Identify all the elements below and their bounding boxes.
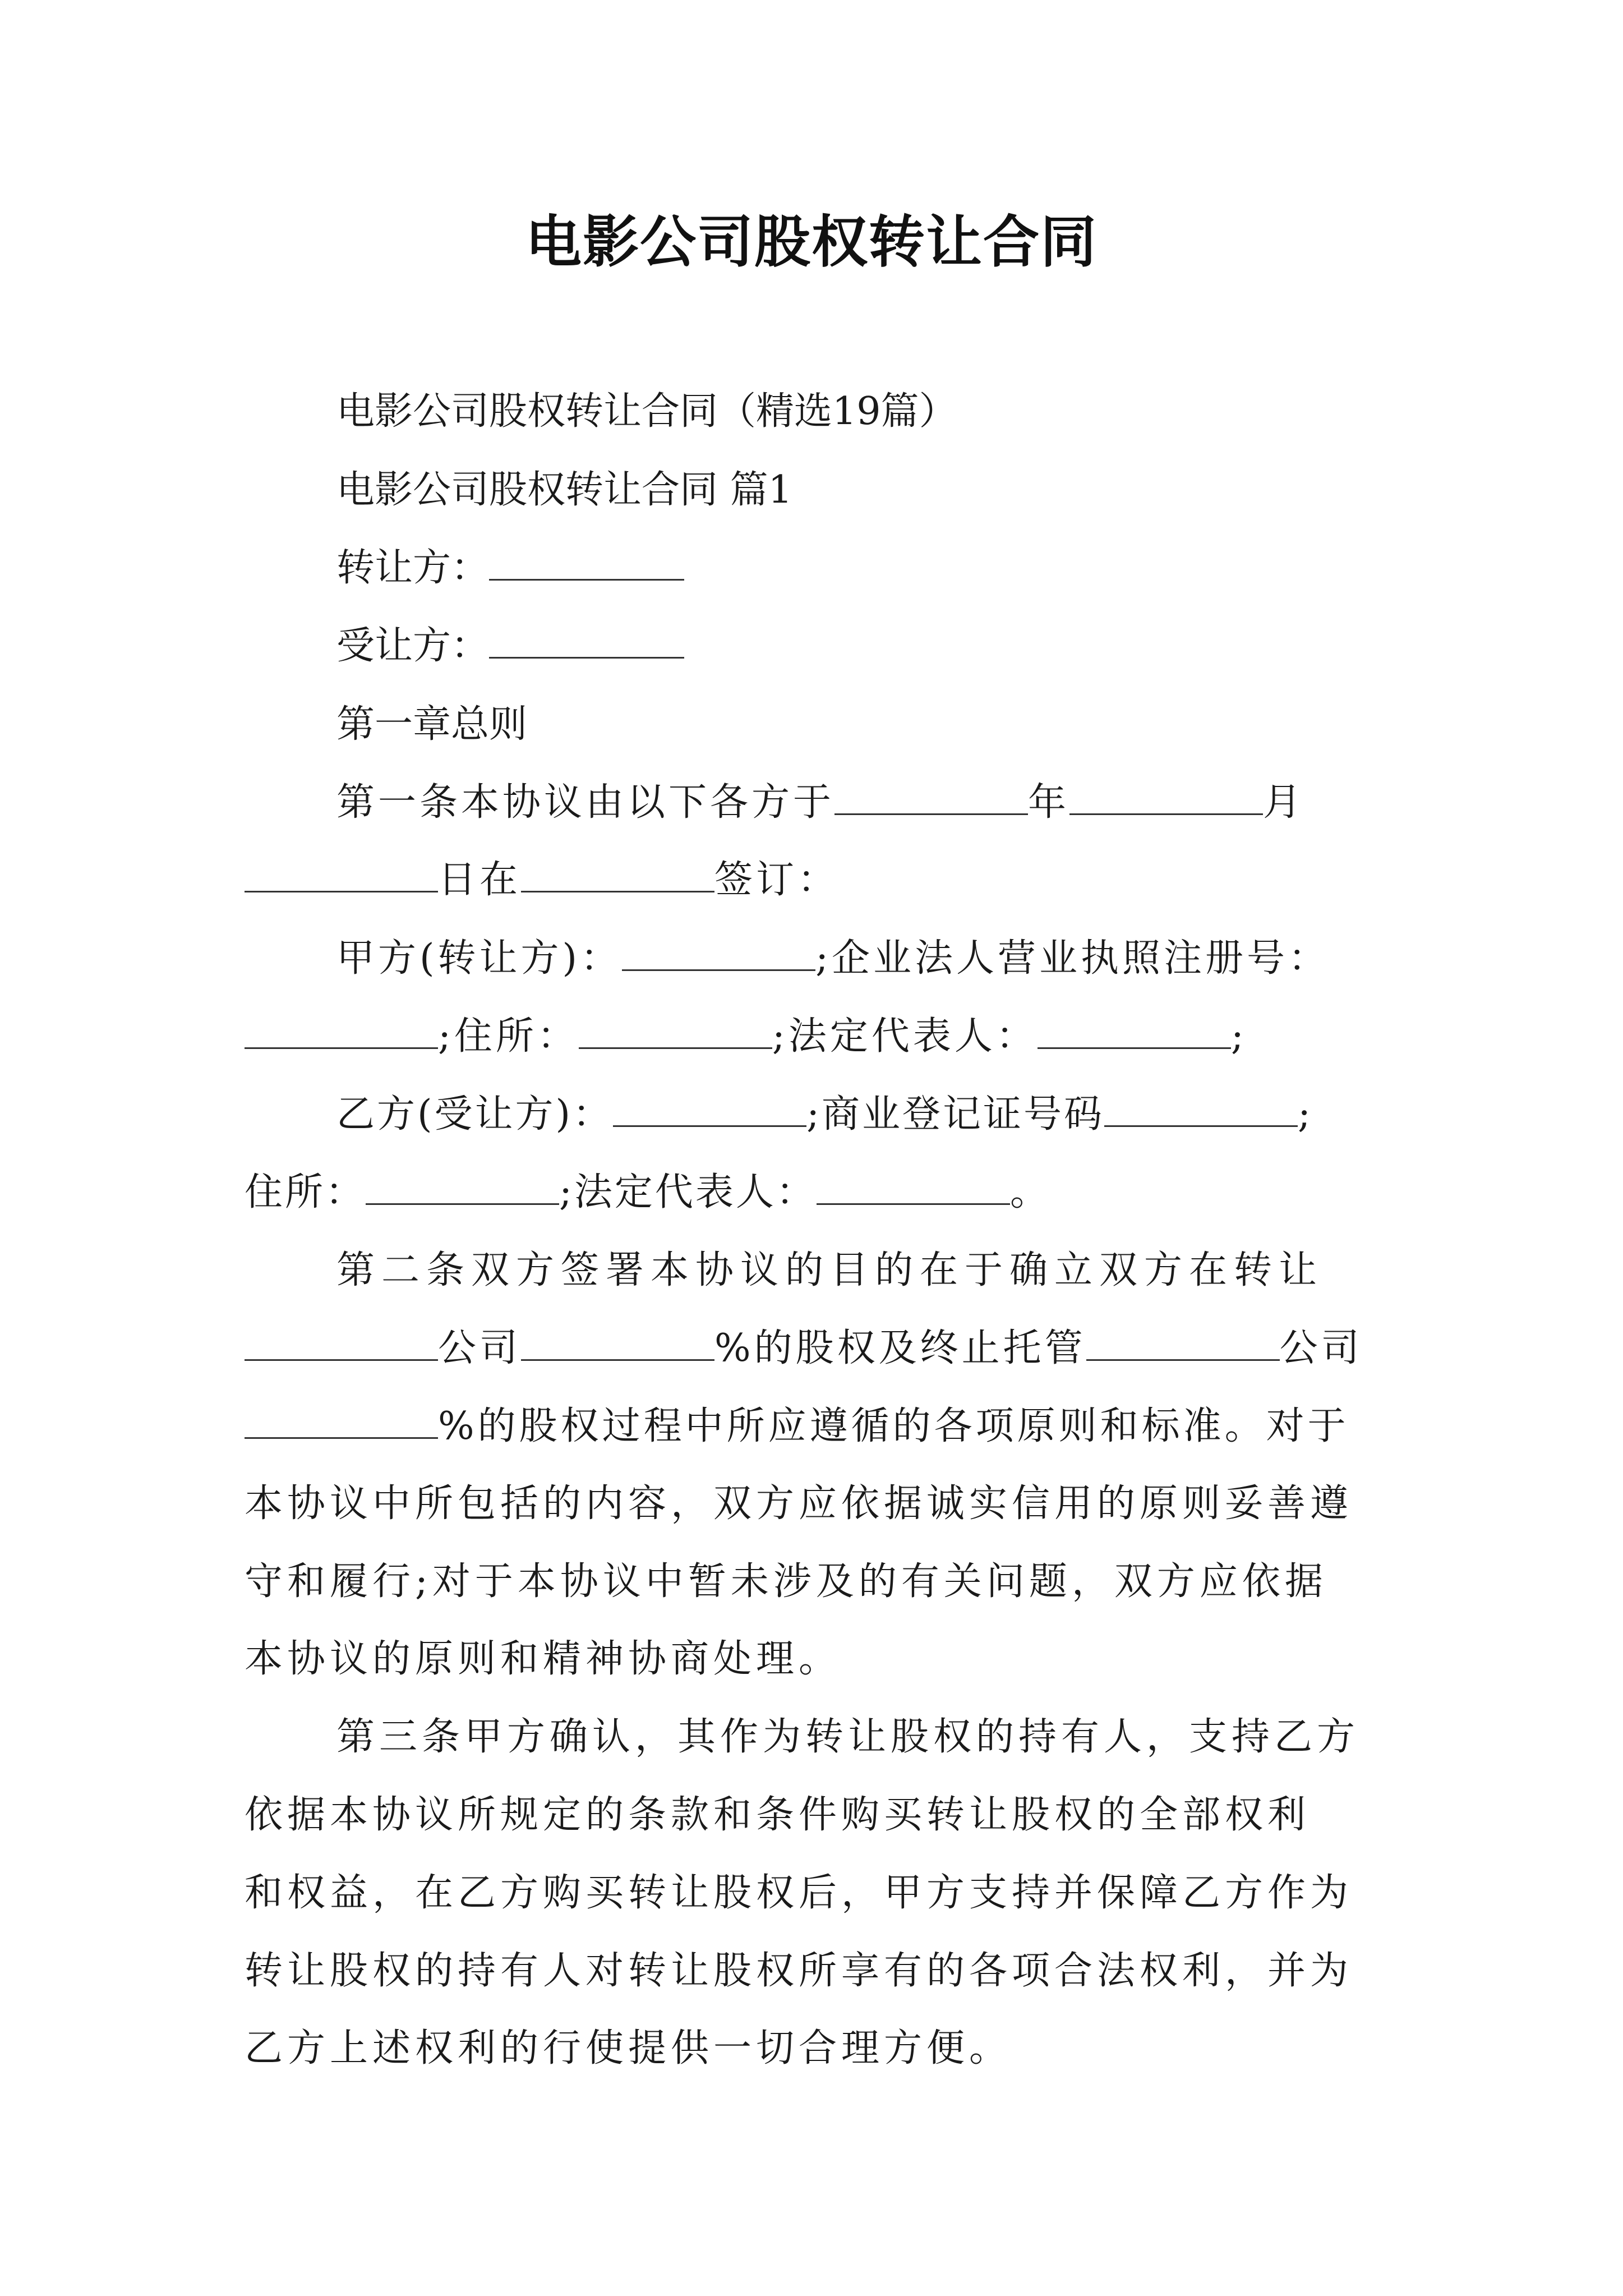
place-blank bbox=[521, 857, 714, 892]
party-a-name-blank bbox=[622, 936, 815, 971]
subtitle: 电影公司股权转让合同（精选19篇） bbox=[336, 389, 957, 434]
transferee-blank bbox=[489, 623, 684, 659]
article-1-line-2 bbox=[245, 852, 1623, 908]
party-a-line-1 bbox=[336, 931, 1623, 987]
year-blank bbox=[834, 780, 1028, 815]
party-b-name-blank bbox=[613, 1092, 806, 1127]
document-title: 电影公司股权转让合同 bbox=[525, 209, 1098, 275]
party-a-label: 甲方(转让方)： bbox=[336, 936, 623, 981]
article-2-line-6: 本协议的原则和精神协商处理。 bbox=[245, 1637, 842, 1681]
art1-text-e: 签订： bbox=[714, 858, 840, 902]
article-2-line-2 bbox=[245, 1320, 1623, 1377]
art2-share-text: %的股权及终止托管 bbox=[714, 1326, 1086, 1370]
party-b-line-2 bbox=[245, 1165, 1623, 1221]
party-a-address-blank bbox=[579, 1014, 772, 1049]
party-a-end: ; bbox=[1230, 1014, 1247, 1059]
article-3-line-4: 转让股权的持有人对转让股权所享有的各项合法权利，并为 bbox=[245, 1949, 1353, 1993]
art2-company-label-2: 公司 bbox=[1279, 1326, 1363, 1370]
article-3-line-3: 和权益，在乙方购买转让股权后，甲方支持并保障乙方作为 bbox=[245, 1871, 1353, 1915]
party-b-label: 乙方(受让方)： bbox=[336, 1092, 614, 1137]
party-b-end-2: 。 bbox=[1009, 1170, 1050, 1214]
party-b-cert-label: ;商业登记证号码 bbox=[806, 1092, 1104, 1137]
party-a-line-2 bbox=[245, 1009, 1623, 1065]
party-a-reg-blank bbox=[245, 1014, 438, 1049]
transferee-line bbox=[336, 618, 1623, 674]
article-3-line-5: 乙方上述权利的行使提供一切合理方便。 bbox=[245, 2026, 1012, 2070]
party-b-cert-blank bbox=[1104, 1092, 1298, 1127]
article-3-line-1: 第三条甲方确认，其作为转让股权的持有人，支持乙方 bbox=[336, 1715, 1360, 1759]
art2-principles-text: %的股权过程中所应遵循的各项原则和标准。对于 bbox=[438, 1404, 1349, 1448]
transferee-label: 受让方： bbox=[336, 624, 490, 668]
party-b-address-blank bbox=[366, 1170, 559, 1205]
party-b-end-1: ; bbox=[1297, 1092, 1313, 1137]
article-2-line-3 bbox=[245, 1398, 1623, 1455]
article-1-line-1 bbox=[336, 775, 1623, 831]
transferor-blank bbox=[489, 545, 684, 581]
day-blank bbox=[245, 857, 438, 892]
art1-text-c: 月 bbox=[1263, 780, 1305, 825]
article-2-line-4: 本协议中所包括的内容，双方应依据诚实信用的原则妥善遵 bbox=[245, 1481, 1353, 1526]
party-a-address-label: ;住所： bbox=[438, 1014, 579, 1059]
transferor-line bbox=[336, 540, 1623, 596]
art2-company-label-1: 公司 bbox=[438, 1326, 522, 1370]
art1-text-b: 年 bbox=[1028, 780, 1070, 825]
party-a-rep-label: ;法定代表人： bbox=[772, 1014, 1038, 1059]
party-a-rep-blank bbox=[1038, 1014, 1231, 1049]
article-2-line-1: 第二条双方签署本协议的目的在于确立双方在转让 bbox=[336, 1248, 1324, 1292]
art1-text-a: 第一条本协议由以下各方于 bbox=[336, 780, 835, 825]
party-b-line-1 bbox=[336, 1087, 1623, 1143]
percent-1-blank bbox=[521, 1326, 714, 1361]
article-3-line-2: 依据本协议所规定的条款和条件购买转让股权的全部权利 bbox=[245, 1793, 1311, 1837]
month-blank bbox=[1069, 780, 1263, 815]
company-1-blank bbox=[245, 1326, 438, 1361]
section-heading: 电影公司股权转让合同 篇1 bbox=[336, 468, 792, 512]
party-b-address-label: 住所： bbox=[245, 1170, 366, 1214]
percent-2-blank bbox=[245, 1404, 438, 1439]
transferor-label: 转让方： bbox=[336, 546, 490, 590]
party-b-rep-blank bbox=[817, 1170, 1010, 1205]
article-2-line-5: 守和履行;对于本协议中暂未涉及的有关问题，双方应依据 bbox=[245, 1559, 1327, 1604]
chapter-heading: 第一章总则 bbox=[336, 702, 528, 747]
party-a-reg-label: ;企业法人营业执照注册号： bbox=[815, 936, 1330, 981]
company-2-blank bbox=[1086, 1326, 1280, 1361]
party-b-rep-label: ;法定代表人： bbox=[559, 1170, 817, 1214]
art1-text-d: 日在 bbox=[438, 858, 522, 902]
